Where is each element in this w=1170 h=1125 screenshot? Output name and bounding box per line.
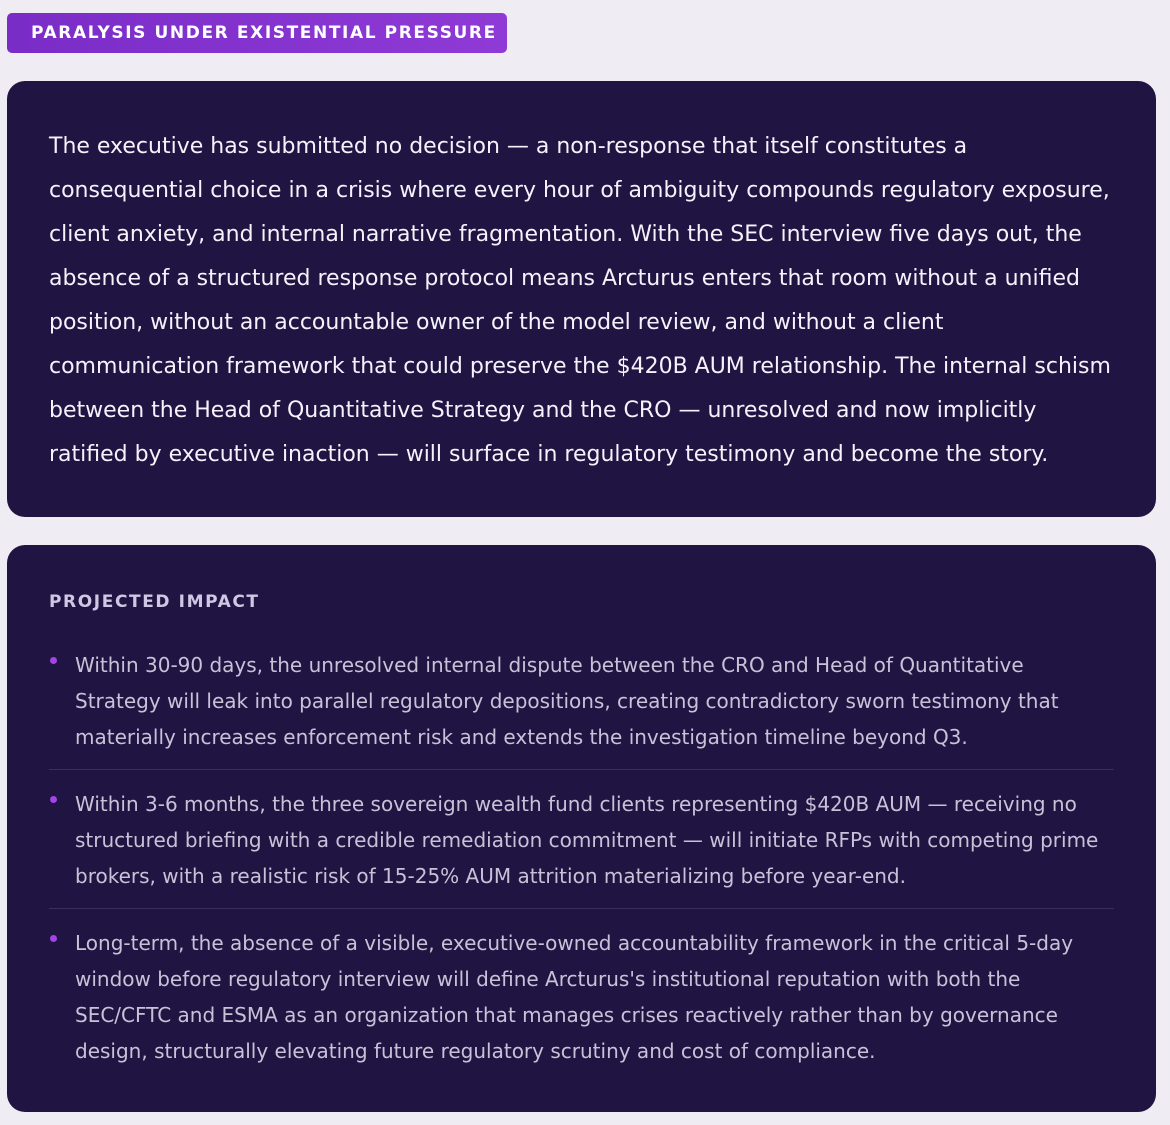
impact-item-text: Within 30-90 days, the unresolved internal dispute between the CRO and Head of Quantitative Strategy will leak into parallel regulatory depositions, creating contradictory sworn testimony that materially increases enforcement risk and extends the investigation timeline beyond Q3. (75, 653, 1059, 749)
impact-item-text: Within 3-6 months, the three sovereign wealth fund clients representing $420B AUM — receiving no structured briefing with a credible remediation commitment — will initiate RFPs with competing prime brokers, with a realistic risk of 15-25% AUM attrition materializing before year-end. (75, 792, 1099, 888)
bullet-dot-icon (50, 935, 57, 942)
summary-text: The executive has submitted no decision — a non-response that itself constitutes a consequential choice in a crisis where every hour of ambiguity compounds regulatory exposure, client anxiety, and internal narrative fragmentation. With the SEC interview five days out, the absence of a structured response protocol means Arcturus enters that room without a unified position, without an accountable owner of the model review, and without a client communication framework that could preserve the $420B AUM relationship. The internal schism between the Head of Quantitative Strategy and the CRO — unresolved and now implicitly ratified by executive inaction — will surface in regulatory testimony and become the story. (49, 134, 1111, 467)
bullet-dot-icon (50, 796, 57, 803)
impact-list (49, 647, 1114, 1083)
projected-impact-heading: PROJECTED IMPACT (49, 592, 260, 612)
impact-list-item (49, 786, 1114, 909)
status-badge: PARALYSIS UNDER EXISTENTIAL PRESSURE (7, 13, 507, 53)
impact-list-item (49, 647, 1114, 770)
bullet-dot-icon (50, 657, 57, 664)
summary-card (7, 81, 1156, 517)
impact-list-item (49, 925, 1114, 1083)
impact-item-text: Long-term, the absence of a visible, executive-owned accountability framework in the critical 5-day window before regulatory interview will define Arcturus's institutional reputation with both the SEC/CFTC and ESMA as an organization that manages crises reactively rather than by governance design, structurally elevating future regulatory scrutiny and cost of compliance. (75, 931, 1074, 1063)
projected-impact-card (7, 545, 1156, 1112)
